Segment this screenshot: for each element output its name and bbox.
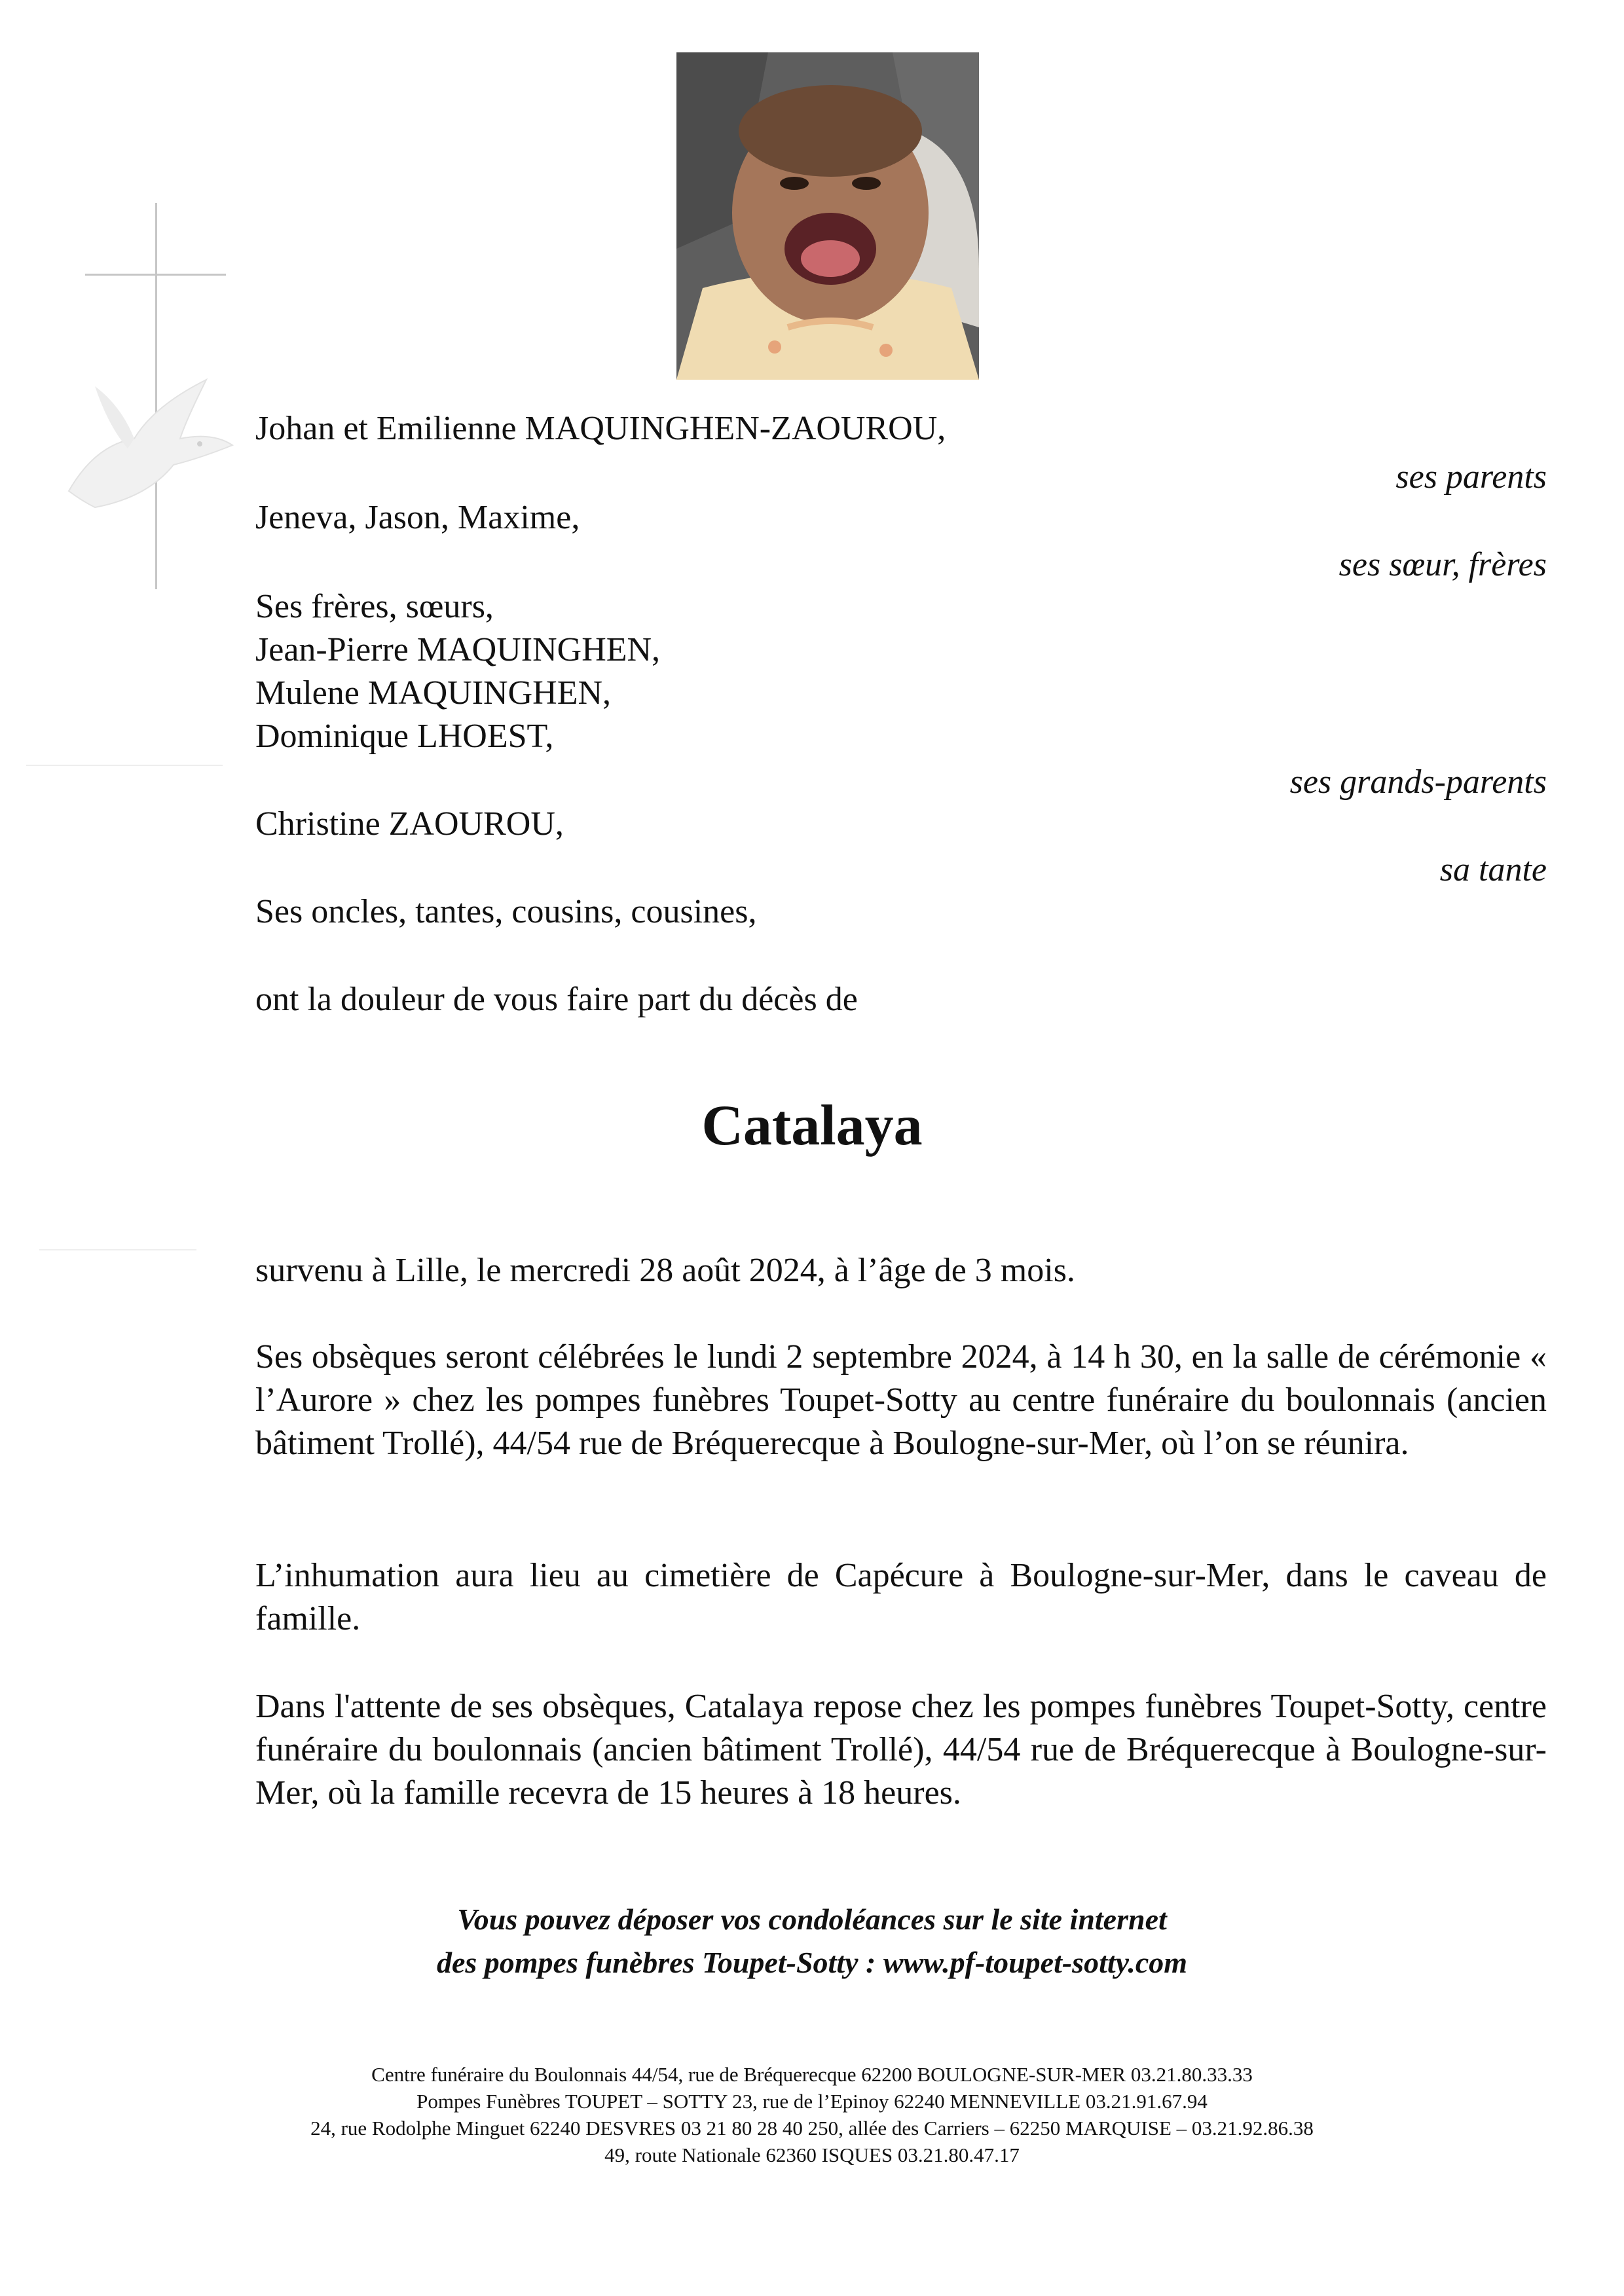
announcement-text: ont la douleur de vous faire part du décès de xyxy=(255,981,858,1018)
footer-line-1: Centre funéraire du Boulonnais 44/54, rue de Bréquerecque 62200 BOULOGNE-SUR-MER 03.21.80.33.33 xyxy=(371,2063,1253,2086)
condolences-line-2: des pompes funèbres Toupet-Sotty : www.pf-toupet-sotty.com xyxy=(436,1946,1188,1979)
parents-names: Johan et Emilienne MAQUINGHEN-ZAOUROU, xyxy=(255,410,946,447)
other-relatives: Ses oncles, tantes, cousins, cousines, xyxy=(255,893,757,930)
cross-horizontal xyxy=(85,274,226,276)
baby-photo-image xyxy=(676,52,979,380)
siblings-role: ses sœur, frères xyxy=(1338,546,1547,583)
grandparents-intro: Ses frères, sœurs, xyxy=(255,588,494,625)
parents-role: ses parents xyxy=(1395,458,1547,496)
funeral-details: Ses obsèques seront célébrées le lundi 2 septembre 2024, à 14 h 30, en la salle de cérémonie « l’Aurore » chez les pompes funèbres Toupet-Sotty au centre funéraire du boulonnais (ancien bâtiment Trollé), 44/54 rue de Bréquerecque à Boulogne-sur-Mer, où l’on se réunira. xyxy=(255,1338,1547,1462)
grandparent-2: Mulene MAQUINGHEN, xyxy=(255,674,612,712)
repose-details: Dans l'attente de ses obsèques, Catalaya repose chez les pompes funèbres Toupet-Sotty, centre funéraire du boulonnais (ancien bâtiment Trollé), 44/54 rue de Bréquerecque à Boulogne-sur-Mer, où la famille recevra de 15 heures à 18 heures. xyxy=(255,1688,1547,1812)
footer-line-3: 24, rue Rodolphe Minguet 62240 DESVRES 03 21 80 28 40 250, allée des Carriers – 62250 MARQUISE – 03.21.92.86.38 xyxy=(310,2117,1314,2140)
burial-details: L’inhumation aura lieu au cimetière de Capécure à Boulogne-sur-Mer, dans le caveau de famille. xyxy=(255,1557,1547,1637)
grandparent-1: Jean-Pierre MAQUINGHEN, xyxy=(255,631,661,668)
siblings-names: Jeneva, Jason, Maxime, xyxy=(255,499,580,536)
baby-photo xyxy=(676,52,979,380)
faint-divider-1 xyxy=(26,765,223,766)
footer-line-2: Pompes Funèbres TOUPET – SOTTY 23, rue de l’Epinoy 62240 MENNEVILLE 03.21.91.67.94 xyxy=(416,2090,1208,2113)
faint-divider-2 xyxy=(39,1249,196,1250)
condolences-line-1: Vous pouvez déposer vos condoléances sur le site internet xyxy=(457,1903,1167,1936)
deceased-name: Catalaya xyxy=(701,1094,923,1157)
footer-line-4: 49, route Nationale 62360 ISQUES 03.21.80.47.17 xyxy=(604,2143,1020,2166)
aunt-role: sa tante xyxy=(1439,851,1547,888)
aunt-name: Christine ZAOUROU, xyxy=(255,805,564,843)
death-info: survenu à Lille, le mercredi 28 août 2024, à l’âge de 3 mois. xyxy=(255,1252,1075,1289)
dove-icon xyxy=(56,367,239,517)
grandparents-role: ses grands-parents xyxy=(1289,763,1547,801)
grandparent-3: Dominique LHOEST, xyxy=(255,718,554,755)
